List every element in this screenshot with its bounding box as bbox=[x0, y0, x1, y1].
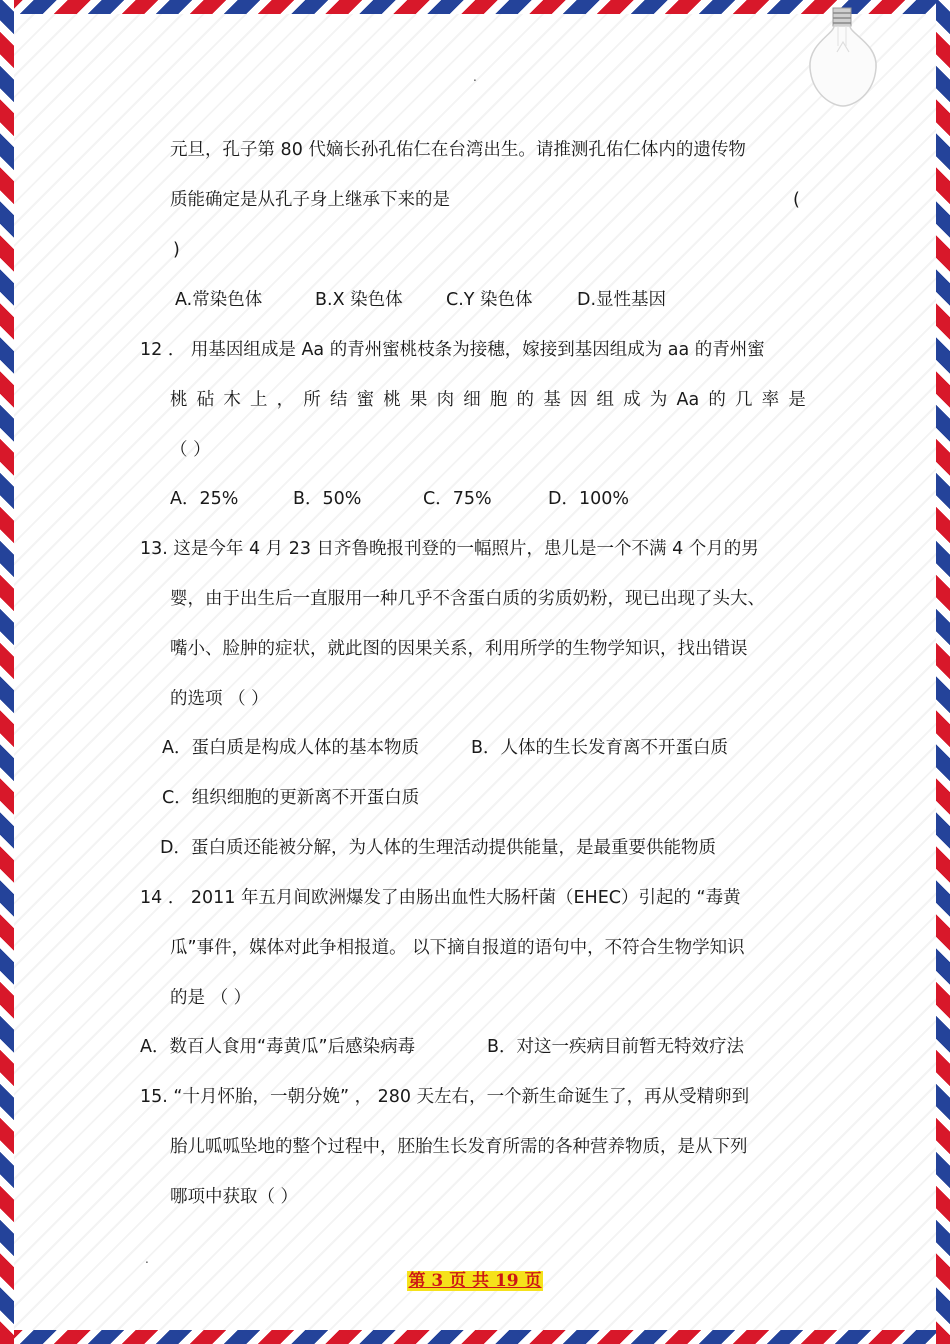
airmail-border-bottom bbox=[0, 1330, 950, 1344]
q12-answer-paren: （ ） bbox=[170, 440, 211, 460]
q14-line3: 的是 （ ） bbox=[170, 988, 252, 1008]
q12-word: 木 bbox=[223, 390, 241, 410]
q12-word: 的 bbox=[516, 390, 535, 410]
q12-word: 桃 bbox=[383, 390, 401, 410]
q15-line1: 15. “十月怀胎，一朝分娩” ， 280 天左右，一个新生命诞生了，再从受精卵到 bbox=[140, 1087, 750, 1107]
q11-option-b: B.X 染色体 bbox=[315, 290, 403, 310]
page-footer bbox=[0, 1266, 950, 1291]
q12-word: 肉 bbox=[436, 390, 455, 410]
q13-line3: 嘴小、脸肿的症状，就此图的因果关系，利用所学的生物学知识，找出错误 bbox=[170, 639, 748, 659]
page-dot: . bbox=[145, 1252, 149, 1266]
q12-word: 胞 bbox=[489, 390, 508, 410]
q12-word: Aa bbox=[676, 390, 700, 410]
q11-line1: 元旦，孔子第 80 代嫡长孙孔佑仁在台湾出生。请推测孔佑仁体内的遗传物 bbox=[170, 140, 746, 160]
q13-line4: 的选项 （ ） bbox=[170, 689, 269, 709]
q12-word: 桃 bbox=[170, 390, 188, 410]
q14-line2: 瓜”事件，媒体对此争相报道。 以下摘自报道的语句中，不符合生物学知识 bbox=[170, 938, 745, 958]
q11-option-c: C.Y 染色体 bbox=[446, 290, 533, 310]
q11-answer-paren-open: ( bbox=[793, 190, 800, 210]
q13-option-b: B．人体的生长发育离不开蛋白质 bbox=[471, 738, 729, 758]
q12-option-c: C．75% bbox=[423, 489, 492, 509]
q12-word: 率 bbox=[761, 390, 780, 410]
airmail-border-right bbox=[936, 0, 950, 1344]
q13-option-c: C．组织细胞的更新离不开蛋白质 bbox=[162, 788, 420, 808]
q11-option-d: D.显性基因 bbox=[577, 290, 667, 310]
q12-word: 成 bbox=[623, 390, 641, 410]
q12-option-a: A．25% bbox=[170, 489, 239, 509]
q12-option-b: B．50% bbox=[293, 489, 362, 509]
q13-line1: 13. 这是今年 4 月 23 日齐鲁晚报刊登的一幅照片，患儿是一个不满 4 个月的男 bbox=[140, 539, 759, 559]
q14-option-b: B．对这一疾病目前暂无特效疗法 bbox=[487, 1037, 745, 1057]
q12-word: 因 bbox=[569, 390, 588, 410]
q12-word: 果 bbox=[409, 390, 428, 410]
q12-word: 细 bbox=[463, 390, 481, 410]
q12-line2 bbox=[170, 388, 806, 412]
q13-option-d: D．蛋白质还能被分解，为人体的生理活动提供能量，是最重要供能物质 bbox=[160, 838, 716, 858]
q12-word: 上 bbox=[249, 390, 268, 410]
q12-word: 为 bbox=[649, 390, 668, 410]
airmail-border-left bbox=[0, 0, 14, 1344]
q12-word: 蜜 bbox=[356, 390, 375, 410]
q12-word: 组 bbox=[596, 390, 614, 410]
q11-line2: 质能确定是从孔子身上继承下来的是 bbox=[170, 190, 450, 210]
q12-word: 是 bbox=[788, 390, 806, 410]
q12-word: 砧 bbox=[196, 390, 215, 410]
q12-line1: 12 ． 用基因组成是 Aa 的青州蜜桃枝条为接穗，嫁接到基因组成为 aa 的青州蜜 bbox=[140, 340, 765, 360]
q13-option-a: A．蛋白质是构成人体的基本物质 bbox=[162, 738, 419, 758]
q11-answer-paren-close: ) bbox=[173, 240, 180, 260]
q12-option-d: D．100% bbox=[548, 489, 630, 509]
q12-word: 结 bbox=[329, 390, 348, 410]
q12-word: 所 bbox=[303, 390, 321, 410]
q15-line2: 胎儿呱呱坠地的整个过程中，胚胎生长发育所需的各种营养物质，是从下列 bbox=[170, 1137, 748, 1157]
q14-line1: 14 ． 2011 年五月间欧洲爆发了由肠出血性大肠杆菌（EHEC）引起的 “毒黄 bbox=[140, 888, 741, 908]
q15-line3: 哪项中获取（ ） bbox=[170, 1187, 299, 1207]
lightbulb-icon bbox=[788, 6, 898, 111]
page-number: 第 3 页 共 19 页 bbox=[408, 1271, 542, 1291]
q12-word: ， bbox=[276, 390, 295, 410]
q12-word: 基 bbox=[543, 390, 561, 410]
q12-word: 几 bbox=[734, 390, 753, 410]
q13-line2: 婴，由于出生后一直服用一种几乎不含蛋白质的劣质奶粉，现已出现了头大、 bbox=[170, 589, 765, 609]
q14-option-a: A．数百人食用“毒黄瓜”后感染病毒 bbox=[140, 1037, 416, 1057]
q12-word: 的 bbox=[708, 390, 726, 410]
q11-option-a: A.常染色体 bbox=[175, 290, 263, 310]
page-dot: . bbox=[473, 70, 477, 84]
